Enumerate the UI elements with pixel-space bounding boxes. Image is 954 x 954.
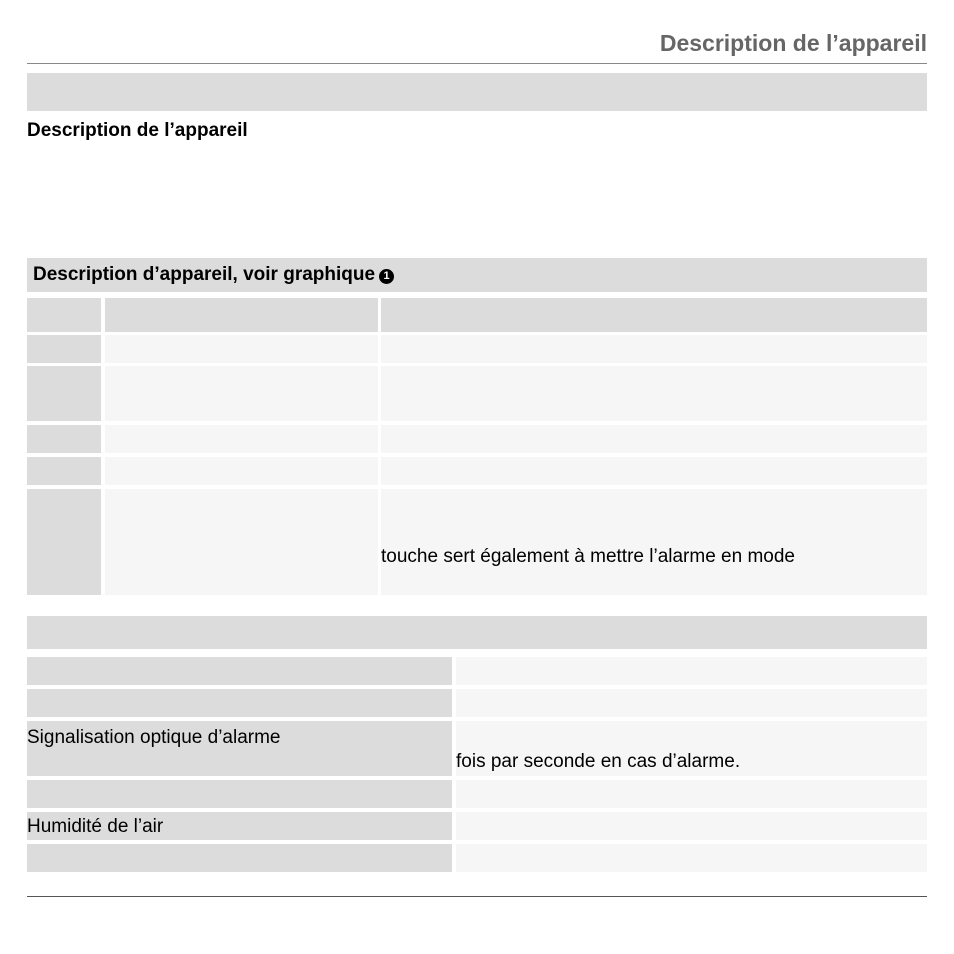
device-table-header <box>27 258 927 292</box>
device-col-header-3 <box>381 298 927 332</box>
tech-row-4-label <box>27 780 452 808</box>
device-table-title: Description d’appareil, voir graphique <box>33 264 376 285</box>
device-col-header-2 <box>105 298 378 332</box>
device-row-1-desc <box>381 335 927 363</box>
page-header-title: Description de l’appareil <box>659 30 927 56</box>
device-row-1-index <box>27 335 101 363</box>
tech-row-3-value-cell <box>456 721 927 776</box>
tech-table-header <box>27 616 927 649</box>
device-row-5-index <box>27 489 101 595</box>
device-row-3-desc <box>381 425 927 453</box>
tech-row-3-label: Signalisation optique d’alarme <box>27 727 281 748</box>
circled-number-icon: 1 <box>379 269 394 284</box>
tech-row-5-value <box>456 812 927 840</box>
device-row-1-name <box>105 335 378 363</box>
tech-row-4-value <box>456 780 927 808</box>
device-row-3-index <box>27 425 101 453</box>
device-row-5-text: touche sert également à mettre l’alarme en mode <box>381 546 795 567</box>
device-row-5-name <box>105 489 378 595</box>
tech-row-2-value <box>456 689 927 717</box>
device-row-4-name <box>105 457 378 485</box>
device-row-2-index <box>27 366 101 421</box>
tech-row-3-label-cell <box>27 721 452 776</box>
footer-rule <box>27 896 927 897</box>
top-band <box>27 73 927 111</box>
device-row-4-index <box>27 457 101 485</box>
tech-row-1-label <box>27 657 452 685</box>
device-row-3-name <box>105 425 378 453</box>
tech-row-6-label <box>27 844 452 872</box>
tech-row-5-label-cell <box>27 812 452 840</box>
tech-row-2-label <box>27 689 452 717</box>
tech-row-5-label: Humidité de l’air <box>27 816 164 837</box>
device-row-5-desc <box>381 489 927 595</box>
device-col-header-1 <box>27 298 101 332</box>
device-row-2-name <box>105 366 378 421</box>
section-heading: Description de l’appareil <box>27 120 248 141</box>
tech-row-1-value <box>456 657 927 685</box>
tech-row-3-value: fois par seconde en cas d’alarme. <box>456 751 741 772</box>
header-rule <box>27 63 927 64</box>
tech-row-6-value <box>456 844 927 872</box>
device-row-4-desc <box>381 457 927 485</box>
device-row-2-desc <box>381 366 927 421</box>
